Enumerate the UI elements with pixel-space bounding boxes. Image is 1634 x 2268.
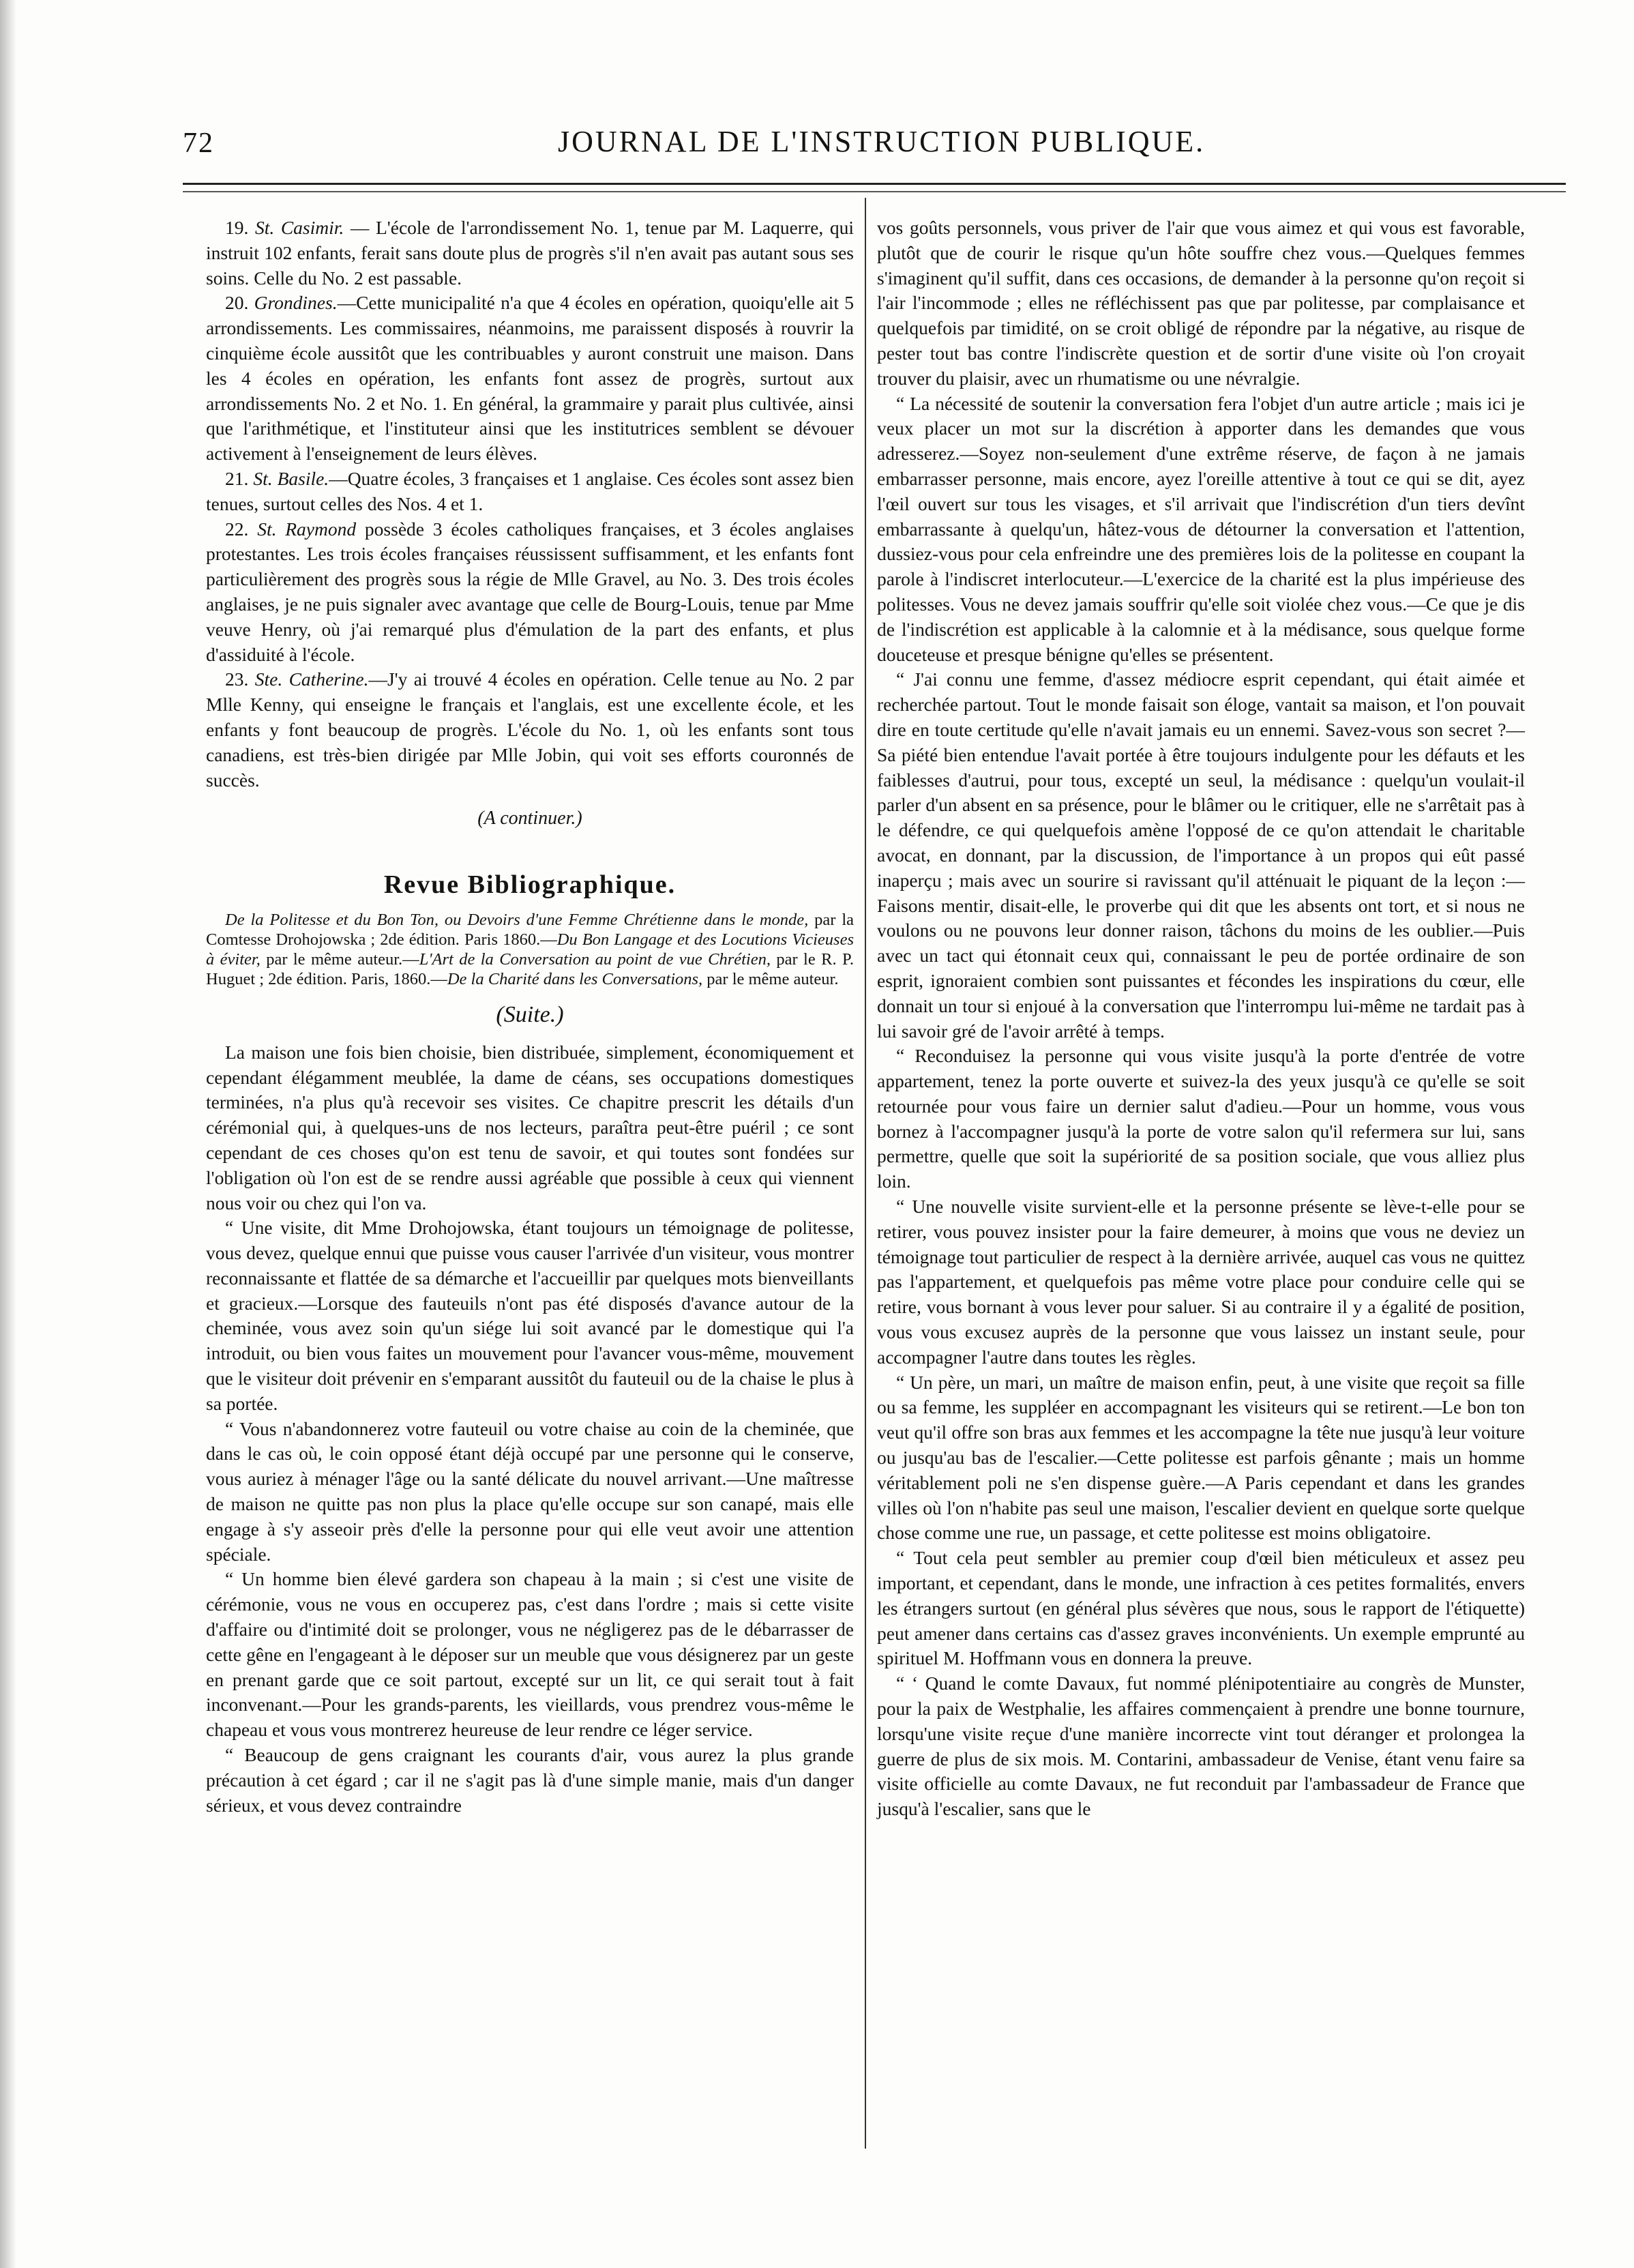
header-rule: [183, 183, 1566, 185]
page-edge-shadow: [0, 0, 16, 2268]
entry-place: Ste. Catherine.: [254, 668, 369, 690]
article-paragraph: “ Une nouvelle visite survient-elle et la personne présente se lève-t-elle pour se retirer, vous pouvez insister pour la faire demeurer, à moins que vous ne deviez un témoignage tout particulier de respect à la dernière arrivée, auquel cas vous ne quittez pas l'appartement, et quelquefois pas même votre place pour conduire celle qui se retire, vous bornant à vous lever pour saluer. Si au contraire il y a égalité de position, vous vous excusez auprès de la personne que vous laissez un instant seule, pour accompagner l'autre dans toutes les règles.: [877, 1196, 1525, 1368]
book-title: De la Charité dans les Conversations,: [447, 969, 703, 988]
suite-heading: (Suite.): [496, 1001, 564, 1027]
entry-text: — L'école de l'arrondissement No. 1, tenue par M. Laquerre, qui instruit 102 enfants, ferait sans doute plus de progrès s'il n'en avait pas autant sous ses soins. Celle du No. 2 est passable.: [206, 217, 854, 289]
book-details: par le même auteur.—: [260, 949, 419, 969]
article-paragraph: “ Reconduisez la personne qui vous visite jusqu'à la porte d'entrée de votre appartement, tenez la porte ouverte et suivez-la des yeux jusqu'à ce qu'elle se soit retournée pour vous faire un dernier salut d'adieu.—Pour un homme, vous vous bornez à l'accompagner jusqu'à la porte de votre salon qu'il refermera sur lui, sans permettre, quelle que soit la supériorité de sa position sociale, que vous alliez plus loin.: [877, 1045, 1525, 1192]
article-paragraph: “ La nécessité de soutenir la conversation fera l'objet d'un autre article ; mais ici je veux placer un mot sur la discrétion à apporter dans les demandes que vous adresserez.—Soyez non-seulement d'une extrême réserve, de façon à ne jamais embarrasser personne, mais encore, ayez l'oreille attentive à tout ce qui se dit, ayez l'œil ouvert sur tous les visages, et s'il arrivait que l'indiscrétion d'un tiers devînt embarrassante à quelqu'un, hâtez-vous de détourner la conversation et l'attention, dussiez-vous pour cela enfreindre une des premières lois de la politesse en coupant la parole à l'indiscret interlocuteur.—L'exercice de la charité est la plus impérieuse des politesses. Vous ne devez jamais souffrir qu'elle soit violée chez vous.—Ce que je dis de l'indiscrétion est applicable à la calomnie et à la médisance, sous quelque forme douceteuse et presque bénigne qu'elles se présentent.: [877, 392, 1525, 665]
entry-place: St. Casimir.: [254, 217, 344, 238]
entry-text: —Quatre écoles, 3 françaises et 1 anglaise. Ces écoles sont assez bien tenues, surtout celles des Nos. 4 et 1.: [206, 467, 855, 514]
report-entry-21: [206, 467, 854, 517]
entry-place: St. Raymond: [257, 518, 357, 540]
article-paragraph: “ Une visite, dit Mme Drohojowska, étant toujours un témoignage de politesse, vous devez, quelque ennui que puisse vous causer l'arrivée d'un visiteur, vous montrer reconnaissante et flattée de sa démarche et l'accueillir par quelques mots bienveillants et gracieux.—Lorsque des fauteuils n'ont pas été disposés d'avance autour de la cheminée, vous avez soin qu'un siége lui soit avancé par le domestique qui l'a introduit, ou bien vous faites un mouvement pour l'avancer vous-même, mouvement que le visiteur doit prévenir en s'emparant aussitôt du fauteuil ou de la chaise le plus à sa portée.: [206, 1217, 854, 1414]
article-paragraph: “ ‘ Quand le comte Davaux, fut nommé plénipotentiaire au congrès de Munster, pour la paix de Westphalie, les affaires commençaient à prendre une bonne tournure, lorsqu'une visite reçue d'une manière incorrecte vint tout déranger et prolongea la guerre de plus de six mois. M. Contarini, ambassadeur de Venise, étant venu faire sa visite officielle au comte Davaux, ne fut reconduit par l'ambassadeur de France que jusqu'à l'escalier, sans que le: [877, 1673, 1525, 1820]
entry-number: 20.: [225, 292, 249, 314]
article-paragraph: “ Vous n'abandonnerez votre fauteuil ou votre chaise au coin de la cheminée, que dans le cas où, le coin opposé étant déjà occupé par une personne qui le conserve, vous auriez à ménager l'âge ou la santé délicate du nouvel arrivant.—Une maîtresse de maison ne quitte pas non plus la place qu'elle occupe sur son canapé, mais elle engage à s'y asseoir près d'elle la personne pour qui elle veut avoir une attention spéciale.: [206, 1417, 854, 1565]
entry-number: 22.: [225, 518, 249, 540]
entry-number: 21.: [225, 467, 249, 489]
report-entry-20: [206, 291, 854, 467]
article-paragraph: “ Beaucoup de gens craignant les courants d'air, vous aurez la plus grande précaution à cet égard ; car il ne s'agit pas là d'une simple manie, mais d'un danger sérieux, et vous devez contraindre: [206, 1744, 854, 1816]
entry-place: Grondines.: [254, 292, 338, 314]
column-divider: [865, 198, 866, 2149]
entry-text: possède 3 écoles catholiques françaises, et 3 écoles anglaises protestantes. Les trois écoles françaises réussissent suffisamment, et les enfants font particulièrement des progrès sous la régie de Mlle Gravel, au No. 3. Des trois écoles anglaises, je ne puis signaler avec avantage que celle de Bourg-Louis, tenue par Mme veuve Henry, où j'ai remarqué plus d'émulation de la part des enfants, et plus d'assiduité à l'école.: [206, 518, 855, 665]
report-entry-23: [206, 667, 854, 793]
report-entry-19: [206, 216, 854, 291]
left-column: [206, 216, 854, 1818]
page-number: 72: [183, 128, 214, 159]
to-be-continued: (A continuer.): [477, 808, 582, 829]
article-paragraph: “ Un homme bien élevé gardera son chapeau à la main ; si c'est une visite de cérémonie, vous ne vous en occuperez pas, c'est dans l'ordre ; mais si cette visite d'affaire ou d'intimité doit se prolonger, vous ne négligerez pas de le débarrasser de cette gêne en l'engageant à le déposer sur un meuble que vous désignerez par un geste en prenant garde que ce soit partout, excepté sur un lit, ce qui serait tout à fait inconvenant.—Pour les grands-parents, les vieillards, vous prendrez vous-même le chapeau et vous vous montrerez heureuse de leur rendre ce léger service.: [206, 1568, 854, 1741]
running-title: JOURNAL DE L'INSTRUCTION PUBLIQUE.: [558, 125, 1206, 158]
entry-text: —Cette municipalité n'a que 4 écoles en opération, quoiqu'elle ait 5 arrondissements. Les commissaires, néanmoins, me paraissent disposés à rouvrir la cinquième école aussitôt que les contribuables y auront construit une maison. Dans les 4 écoles en opération, les enfants font assez de progrès, surtout aux arrondissements No. 2 et No. 1. En général, la grammaire y parait plus cultivée, ainsi que l'arithmétique, et l'instituteur ainsi que les institutrices semblent se dévouer activement à l'enseignement de leurs élèves.: [206, 292, 855, 465]
book-details: par le R. P. Huguet ; 2de édition. Paris, 1860.—: [206, 949, 855, 988]
article-paragraph: “ Tout cela peut sembler au premier coup d'œil bien méticuleux et assez peu important, et cependant, dans le monde, une infraction à ces petites formalités, envers les étrangers surtout (en général plus sévères que nous, sous le rapport de l'étiquette) peut amener dans certains cas d'assez graves inconvénients. Un exemple emprunté au spirituel M. Hoffmann vous en donnera la preuve.: [877, 1547, 1525, 1669]
bibliography-entries: [206, 910, 854, 989]
book-title: De la Politesse et du Bon Ton, ou Devoirs d'une Femme Chrétienne dans le monde,: [225, 910, 809, 929]
header-rule-secondary: [183, 191, 1566, 192]
article-paragraph: “ J'ai connu une femme, d'assez médiocre esprit cependant, qui était aimée et recherchée partout. Tout le monde faisait son éloge, vantait sa maison, et l'on pouvait dire en toute certitude qu'elle n'avait jamais eu un ennemi. Savez-vous son secret ?—Sa piété bien entendue l'avait portée à être toujours indulgente pour les défauts et les faiblesses d'autrui, pour tous, excepté un seul, la médisance : quelqu'un voulait-il parler d'un absent en sa présence, pour le blâmer ou le critiquer, elle ne s'arrêtait pas à le défendre, ce qui quelquefois amène l'opposé de ce qu'on attendait le charitable avocat, en donnant, par la discussion, de l'importance à un propos qui eût passé inaperçu ; mais avec un sourire si ravissant qu'il atténuait le piquant de la leçon :—Faisons mentir, disait-elle, le proverbe qui dit que les absents ont tort, et si nous ne voulons ou ne pouvons leur donner raison, tâchons du moins de les oublier.—Puis avec un tact qui étonnait ceux qui, connaissant le peu de portée ordinaire de son esprit, ignoraient combien sont puissantes et fécondes les inspirations du cœur, elle donnait un tour si enjoué à la conversation que l'interrompu lui-même ne tardait pas à lui savoir gré de l'avoir arrêté à temps.: [877, 668, 1525, 1042]
section-title: Revue Bibliographique.: [383, 870, 677, 900]
book-details: par le même auteur.: [702, 969, 839, 988]
article-paragraph: “ Un père, un mari, un maître de maison enfin, peut, à une visite que reçoit sa fille ou sa femme, les suppléer en accompagnant les visiteurs qui se retirent.—Le bon ton veut qu'il offre son bras aux femmes et les accompagne la tête nue jusqu'à leur voiture ou jusqu'au bas de l'escalier.—Cette politesse est parfois gênante ; mais un homme véritablement poli ne s'en dispense guère.—A Paris cependant et dans les grandes villes où l'on n'habite pas seul une maison, l'escalier devient en quelque sorte quelque chose comme une rue, un passage, et cette politesse est moins obligatoire.: [877, 1371, 1525, 1544]
article-paragraph: vos goûts personnels, vous priver de l'air que vous aimez et qui vous est favorable, plutôt que de courir le risque qu'un hôte souffre chez vous.—Quelques femmes s'imaginent qu'il suffit, dans ces occasions, de demander à la personne qu'on reçoit si l'air l'incommode ; elles ne réfléchissent pas que par politesse, par complaisance et quelquefois par timidité, on se croit obligé de répondre par la négative, au risque de pester tout bas contre l'indiscrète question et de sortir d'une visite où l'on croyait trouver du plaisir, avec un rhumatisme ou une névralgie.: [877, 217, 1525, 389]
book-details: par la Comtesse Drohojowska ; 2de édition. Paris 1860.—: [206, 910, 854, 949]
entry-text: —J'y ai trouvé 4 écoles en opération. Celle tenue au No. 2 par Mlle Kenny, qui enseigne le français et l'anglais, est une excellente école, et les enfants y font beaucoup de progrès. L'école du No. 1, où les enfants sont tous canadiens, est très-bien dirigée par Mlle Jobin, qui voit ses efforts couronnés de succès.: [206, 668, 854, 791]
report-entry-22: [206, 517, 854, 668]
entry-number: 19.: [225, 217, 249, 238]
book-title: L'Art de la Conversation au point de vue Chrétien,: [419, 949, 771, 969]
article-paragraph: La maison une fois bien choisie, bien distribuée, simplement, économiquement et cependant élégamment meublée, la dame de céans, ses occupations domestiques terminées, n'a plus qu'à recevoir ses visites. Ce chapitre prescrit les détails d'un cérémonial qui, à quelques-uns de nos lecteurs, paraîtra peut-être puéril ; ce sont cependant de ces choses qu'on est tenu de savoir, et qui toutes sont fondées sur l'obligation où l'on est de se rendre aussi agréable que possible à ceux qui viennent nous voir ou chez qui l'on va.: [206, 1041, 854, 1213]
entry-number: 23.: [225, 668, 249, 690]
entry-place: St. Basile.: [253, 467, 329, 489]
right-column: [877, 216, 1525, 1822]
book-title: Du Bon Langage et des Locutions Vicieuses à éviter,: [206, 930, 854, 969]
